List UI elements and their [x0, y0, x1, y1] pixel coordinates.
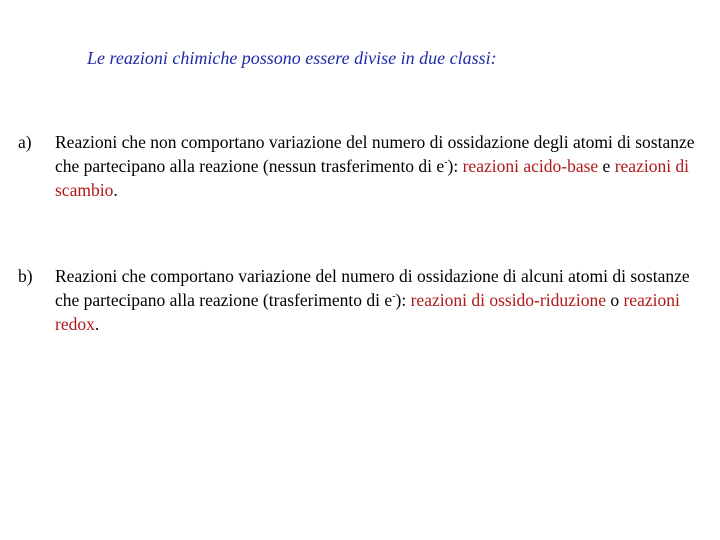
item-b-conjunction: o: [605, 290, 624, 310]
highlight-exchange-reactions: reazioni di scambio: [55, 156, 690, 200]
list-item-a: [18, 130, 698, 202]
list-marker-a: a): [18, 132, 32, 152]
highlight-oxidation-reduction: reazioni di ossido-riduzione: [410, 290, 606, 310]
highlight-acid-base: reazioni acido-base: [462, 156, 599, 176]
list-marker-b: b): [18, 266, 33, 286]
list-item-b: [18, 264, 698, 336]
item-a-description-end: ):: [447, 156, 463, 176]
item-a-period: .: [113, 180, 118, 200]
slide-title: Le reazioni chimiche possono essere divise in due classi:: [87, 48, 497, 68]
electron-superscript: -: [392, 291, 396, 303]
item-b-description-end: ):: [395, 290, 411, 310]
list-item-a-text: [55, 130, 698, 202]
list-item-b-text: [55, 264, 698, 336]
item-b-description: Reazioni che comportano variazione del numero di ossidazione di alcuni atomi di sostanze che partecipano alla reazione (trasferimento di e: [55, 266, 690, 310]
highlight-redox: reazioni redox: [55, 290, 680, 334]
item-a-description: Reazioni che non comportano variazione del numero di ossidazione degli atomi di sostanze che partecipano alla reazione (nessun trasferimento di e: [55, 132, 695, 176]
electron-superscript: -: [444, 157, 448, 169]
item-b-period: .: [94, 314, 100, 334]
item-a-conjunction: e: [598, 156, 615, 176]
